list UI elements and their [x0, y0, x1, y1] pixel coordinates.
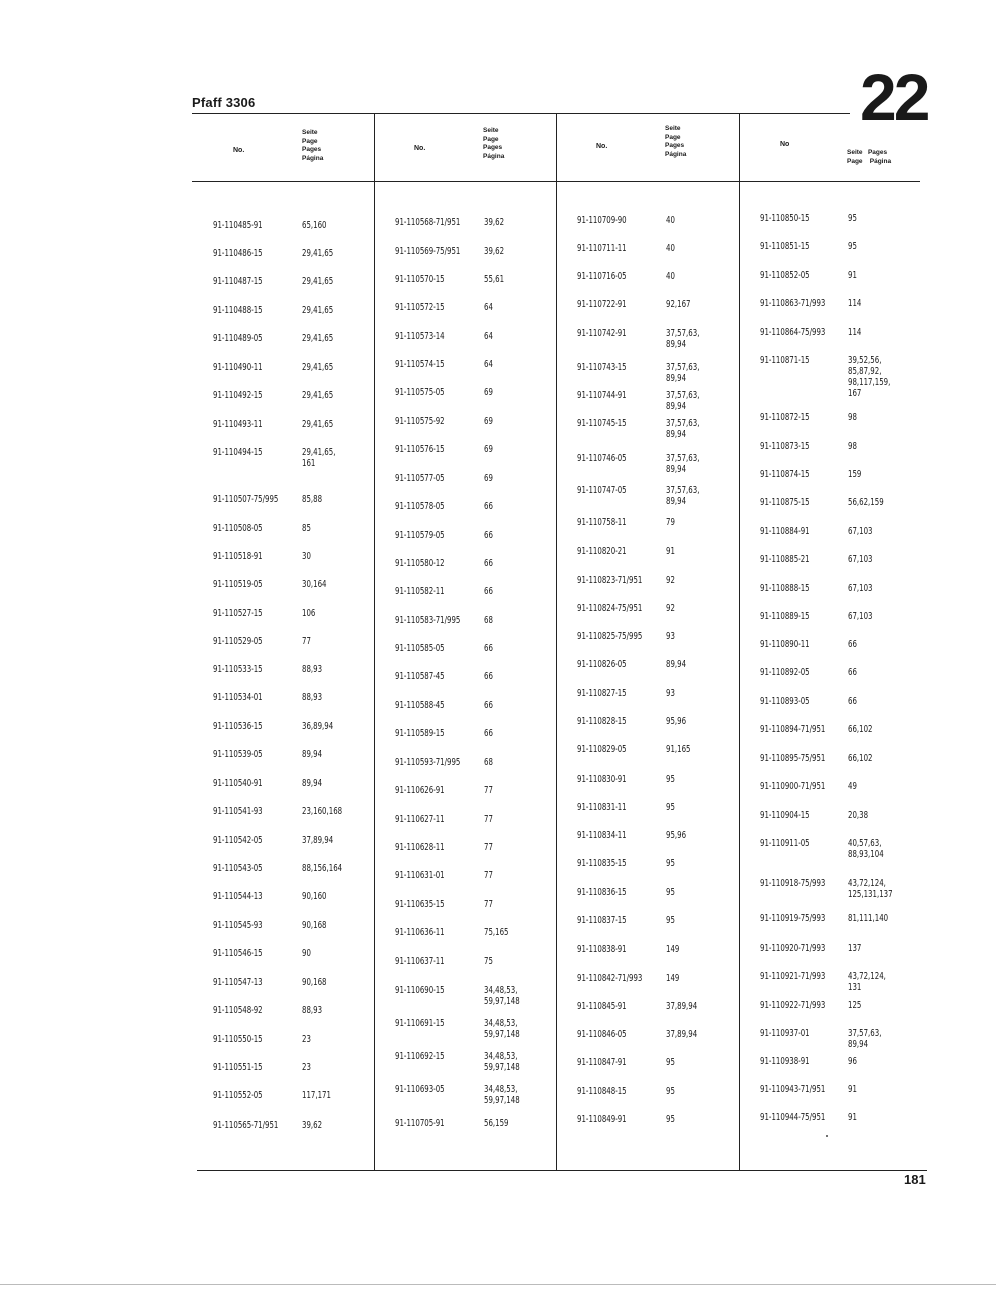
- page-references: 95,96: [666, 716, 687, 727]
- part-number: 91-110573-14: [395, 331, 445, 342]
- part-number: 91-110824-75/951: [577, 603, 643, 614]
- page-references: 85,88: [302, 494, 323, 505]
- page-references: 40: [666, 243, 675, 254]
- part-number: 91-110545-93: [213, 920, 263, 931]
- part-number: 91-110580-12: [395, 558, 445, 569]
- part-number: 91-110836-15: [577, 887, 627, 898]
- part-number: 91-110892-05: [760, 667, 810, 678]
- part-number: 91-110875-15: [760, 497, 810, 508]
- page-references: 66: [848, 667, 857, 678]
- part-number: 91-110823-71/951: [577, 575, 643, 586]
- page-references: 29,41,65: [302, 362, 334, 373]
- column-header-no: No: [780, 141, 790, 148]
- part-number: 91-110626-91: [395, 785, 445, 796]
- part-number: 91-110747-05: [577, 485, 627, 496]
- page-references: 114: [848, 298, 862, 309]
- part-number: 91-110539-05: [213, 749, 263, 760]
- part-number: 91-110587-45: [395, 671, 445, 682]
- page-references: 23: [302, 1062, 311, 1073]
- part-number: 91-110893-05: [760, 696, 810, 707]
- part-number: 91-110565-71/951: [213, 1120, 279, 1131]
- column-header-no: No.: [596, 143, 608, 150]
- part-number: 91-110918-75/993: [760, 878, 826, 889]
- page-references: 66: [484, 728, 493, 739]
- page-references: 75,165: [484, 927, 509, 938]
- page-references: 66,102: [848, 724, 873, 735]
- part-number: 91-110552-05: [213, 1090, 263, 1101]
- part-number: 91-110846-05: [577, 1029, 627, 1040]
- page-references: 66: [484, 586, 493, 597]
- page-references: 95: [666, 1057, 675, 1068]
- part-number: 91-110888-15: [760, 583, 810, 594]
- page-references: 149: [666, 973, 680, 984]
- page-references: 91: [848, 1112, 857, 1123]
- page-references: 67,103: [848, 583, 873, 594]
- page-references: 29,41,65: [302, 419, 334, 430]
- part-number: 91-110489-05: [213, 333, 263, 344]
- page-references: 37,57,63, 89,94: [666, 362, 700, 384]
- page-references: 95: [848, 241, 857, 252]
- part-number: 91-110746-05: [577, 453, 627, 464]
- page-references: 20,38: [848, 810, 869, 821]
- page-references: 64: [484, 359, 493, 370]
- page-references: 68: [484, 757, 493, 768]
- page-references: 66: [848, 639, 857, 650]
- page-references: 37,57,63, 89,94: [666, 418, 700, 440]
- page-references: 55,61: [484, 274, 505, 285]
- part-number: 91-110547-13: [213, 977, 263, 988]
- part-number: 91-110845-91: [577, 1001, 627, 1012]
- page-references: 66: [484, 671, 493, 682]
- part-number: 91-110527-15: [213, 608, 263, 619]
- part-number: 91-110705-91: [395, 1118, 445, 1129]
- page-references: 77: [302, 636, 311, 647]
- page-references: 88,93: [302, 1005, 323, 1016]
- part-number: 91-110827-15: [577, 688, 627, 699]
- part-number: 91-110842-71/993: [577, 973, 643, 984]
- page-references: 106: [302, 608, 316, 619]
- page-references: 30: [302, 551, 311, 562]
- page-references: 95: [666, 915, 675, 926]
- page-references: 40: [666, 215, 675, 226]
- part-number: 91-110849-91: [577, 1114, 627, 1125]
- part-number: 91-110894-71/951: [760, 724, 826, 735]
- page-references: 39,52,56, 85,87,92, 98,117,159, 167: [848, 355, 891, 399]
- part-number: 91-110943-71/951: [760, 1084, 826, 1095]
- scan-edge-line: [0, 1284, 996, 1285]
- part-number: 91-110588-45: [395, 700, 445, 711]
- page-references: 39,62: [302, 1120, 323, 1131]
- page-references: 88,93: [302, 692, 323, 703]
- page-references: 37,57,63, 89,94: [666, 485, 700, 507]
- part-number: 91-110578-05: [395, 501, 445, 512]
- part-number: 91-110921-71/993: [760, 971, 826, 982]
- part-number: 91-110627-11: [395, 814, 445, 825]
- part-number: 91-110864-75/993: [760, 327, 826, 338]
- page-references: 92,167: [666, 299, 691, 310]
- part-number: 91-110837-15: [577, 915, 627, 926]
- part-number: 91-110540-91: [213, 778, 263, 789]
- part-number: 91-110585-05: [395, 643, 445, 654]
- part-number: 91-110745-15: [577, 418, 627, 429]
- part-number: 91-110548-92: [213, 1005, 263, 1016]
- part-number: 91-110574-15: [395, 359, 445, 370]
- page-references: 95: [666, 774, 675, 785]
- part-number: 91-110758-11: [577, 517, 627, 528]
- page-references: 37,57,63, 89,94: [848, 1028, 882, 1050]
- page-references: 79: [666, 517, 675, 528]
- page-references: 56,159: [484, 1118, 509, 1129]
- column-header-pages: Seite Page Pages Página: [665, 125, 687, 158]
- part-number: 91-110628-11: [395, 842, 445, 853]
- column-header-pages: Seite Page Pages Página: [302, 129, 324, 162]
- part-number: 91-110693-05: [395, 1084, 445, 1095]
- page-references: 91: [666, 546, 675, 557]
- part-number: 91-110834-11: [577, 830, 627, 841]
- page-references: 23,160,168: [302, 806, 343, 817]
- page-references: 93: [666, 688, 675, 699]
- page-references: 29,41,65: [302, 333, 334, 344]
- part-number: 91-110570-15: [395, 274, 445, 285]
- part-number: 91-110900-71/951: [760, 781, 826, 792]
- part-number: 91-110575-92: [395, 416, 445, 427]
- page-references: 66,102: [848, 753, 873, 764]
- page-references: 40,57,63, 88,93,104: [848, 838, 884, 860]
- page-references: 23: [302, 1034, 311, 1045]
- part-number: 91-110486-15: [213, 248, 263, 259]
- page-references: 114: [848, 327, 862, 338]
- part-number: 91-110904-15: [760, 810, 810, 821]
- page-references: 29,41,65: [302, 305, 334, 316]
- column-divider-2: [556, 114, 557, 1170]
- column-header-pages: Seite Page Pages Página: [483, 127, 505, 160]
- part-number: 91-110937-01: [760, 1028, 810, 1039]
- page-references: 39,62: [484, 246, 505, 257]
- part-number: 91-110589-15: [395, 728, 445, 739]
- column-header-no: No.: [233, 147, 245, 154]
- part-number: 91-110920-71/993: [760, 943, 826, 954]
- part-number: 91-110518-91: [213, 551, 263, 562]
- part-number: 91-110577-05: [395, 473, 445, 484]
- part-number: 91-110884-91: [760, 526, 810, 537]
- page-references: 77: [484, 814, 493, 825]
- part-number: 91-110690-15: [395, 985, 445, 996]
- part-number: 91-110851-15: [760, 241, 810, 252]
- column-header-no: No.: [414, 145, 426, 152]
- page-references: 90,168: [302, 920, 327, 931]
- part-number: 91-110542-05: [213, 835, 263, 846]
- page-references: 34,48,53, 59,97,148: [484, 1018, 520, 1040]
- page-references: 66: [484, 530, 493, 541]
- page-references: 69: [484, 473, 493, 484]
- part-number: 91-110742-91: [577, 328, 627, 339]
- page-references: 95: [666, 887, 675, 898]
- page-references: 37,89,94: [666, 1001, 698, 1012]
- scan-speck: [826, 1135, 828, 1137]
- page-references: 34,48,53, 59,97,148: [484, 985, 520, 1007]
- part-number: 91-110582-11: [395, 586, 445, 597]
- page-references: 98: [848, 412, 857, 423]
- page-references: 49: [848, 781, 857, 792]
- page-references: 29,41,65, 161: [302, 447, 336, 469]
- part-number: 91-110838-91: [577, 944, 627, 955]
- part-number: 91-110579-05: [395, 530, 445, 541]
- page-references: 95: [666, 858, 675, 869]
- part-number: 91-110637-11: [395, 956, 445, 967]
- page-references: 65,160: [302, 220, 327, 231]
- page-references: 43,72,124, 131: [848, 971, 886, 993]
- page-references: 95: [666, 1114, 675, 1125]
- part-number: 91-110889-15: [760, 611, 810, 622]
- column-divider-3: [739, 114, 740, 1170]
- page-references: 37,89,94: [666, 1029, 698, 1040]
- part-number: 91-110534-01: [213, 692, 263, 703]
- part-number: 91-110938-91: [760, 1056, 810, 1067]
- page-references: 95: [848, 213, 857, 224]
- page-references: 64: [484, 302, 493, 313]
- part-number: 91-110944-75/951: [760, 1112, 826, 1123]
- part-number: 91-110829-05: [577, 744, 627, 755]
- part-number: 91-110911-05: [760, 838, 810, 849]
- page-references: 92: [666, 603, 675, 614]
- page-references: 159: [848, 469, 862, 480]
- part-number: 91-110873-15: [760, 441, 810, 452]
- part-number: 91-110593-71/995: [395, 757, 461, 768]
- page-references: 29,41,65: [302, 390, 334, 401]
- footer-rule: [197, 1170, 927, 1171]
- part-number: 91-110919-75/993: [760, 913, 826, 924]
- part-number: 91-110692-15: [395, 1051, 445, 1062]
- page-references: 29,41,65: [302, 248, 334, 259]
- page-references: 77: [484, 870, 493, 881]
- page-references: 91: [848, 1084, 857, 1095]
- part-number: 91-110493-11: [213, 419, 263, 430]
- page-references: 92: [666, 575, 675, 586]
- part-number: 91-110847-91: [577, 1057, 627, 1068]
- part-number: 91-110711-11: [577, 243, 627, 254]
- page-references: 34,48,53, 59,97,148: [484, 1051, 520, 1073]
- part-number: 91-110820-21: [577, 546, 627, 557]
- page-references: 66: [484, 558, 493, 569]
- page-references: 125: [848, 1000, 862, 1011]
- part-number: 91-110519-05: [213, 579, 263, 590]
- page-references: 149: [666, 944, 680, 955]
- part-number: 91-110890-11: [760, 639, 810, 650]
- page-references: 34,48,53, 59,97,148: [484, 1084, 520, 1106]
- part-number: 91-110536-15: [213, 721, 263, 732]
- part-number: 91-110830-91: [577, 774, 627, 785]
- part-number: 91-110874-15: [760, 469, 810, 480]
- page-references: 37,89,94: [302, 835, 334, 846]
- part-number: 91-110488-15: [213, 305, 263, 316]
- page-references: 88,156,164: [302, 863, 343, 874]
- part-number: 91-110848-15: [577, 1086, 627, 1097]
- page-references: 77: [484, 842, 493, 853]
- part-number: 91-110568-71/951: [395, 217, 461, 228]
- part-number: 91-110863-71/993: [760, 298, 826, 309]
- page-references: 98: [848, 441, 857, 452]
- part-number: 91-110744-91: [577, 390, 627, 401]
- page-references: 89,94: [302, 778, 323, 789]
- page-references: 66: [484, 501, 493, 512]
- document-title: Pfaff 3306: [192, 95, 256, 110]
- page-references: 40: [666, 271, 675, 282]
- part-number: 91-110835-15: [577, 858, 627, 869]
- part-number: 91-110575-05: [395, 387, 445, 398]
- page-references: 69: [484, 416, 493, 427]
- part-number: 91-110583-71/995: [395, 615, 461, 626]
- page-references: 77: [484, 785, 493, 796]
- part-number: 91-110490-11: [213, 362, 263, 373]
- page-references: 67,103: [848, 611, 873, 622]
- part-number: 91-110872-15: [760, 412, 810, 423]
- part-number: 91-110492-15: [213, 390, 263, 401]
- page-references: 75: [484, 956, 493, 967]
- page-references: 90,160: [302, 891, 327, 902]
- page-references: 81,111,140: [848, 913, 889, 924]
- page-references: 68: [484, 615, 493, 626]
- page-references: 67,103: [848, 526, 873, 537]
- part-number: 91-110831-11: [577, 802, 627, 813]
- part-number: 91-110544-13: [213, 891, 263, 902]
- part-number: 91-110828-15: [577, 716, 627, 727]
- page-number: 181: [904, 1172, 926, 1187]
- page-references: 95: [666, 802, 675, 813]
- page-references: 67,103: [848, 554, 873, 565]
- page-references: 90: [302, 948, 311, 959]
- page-references: 37,57,63, 89,94: [666, 453, 700, 475]
- part-number: 91-110826-05: [577, 659, 627, 670]
- part-number: 91-110871-15: [760, 355, 810, 366]
- part-number: 91-110722-91: [577, 299, 627, 310]
- page-references: 95: [666, 1086, 675, 1097]
- page-references: 66: [484, 700, 493, 711]
- part-number: 91-110569-75/951: [395, 246, 461, 257]
- page-references: 29,41,65: [302, 276, 334, 287]
- part-number: 91-110850-15: [760, 213, 810, 224]
- page-references: 66: [484, 643, 493, 654]
- part-number: 91-110550-15: [213, 1034, 263, 1045]
- part-number: 91-110487-15: [213, 276, 263, 287]
- page-references: 95,96: [666, 830, 687, 841]
- part-number: 91-110494-15: [213, 447, 263, 458]
- page-references: 117,171: [302, 1090, 331, 1101]
- part-number: 91-110635-15: [395, 899, 445, 910]
- page-references: 37,57,63, 89,94: [666, 328, 700, 350]
- page-references: 137: [848, 943, 862, 954]
- page-references: 39,62: [484, 217, 505, 228]
- header-top-rule: [192, 113, 850, 114]
- part-number: 91-110546-15: [213, 948, 263, 959]
- page-references: 77: [484, 899, 493, 910]
- part-number: 91-110551-15: [213, 1062, 263, 1073]
- column-divider-1: [374, 114, 375, 1170]
- column-header-pages: Seite Pages Page Página: [847, 149, 892, 165]
- page-references: 30,164: [302, 579, 327, 590]
- part-number: 91-110529-05: [213, 636, 263, 647]
- page-references: 89,94: [302, 749, 323, 760]
- part-number: 91-110572-15: [395, 302, 445, 313]
- part-number: 91-110691-15: [395, 1018, 445, 1029]
- part-number: 91-110895-75/951: [760, 753, 826, 764]
- part-number: 91-110541-93: [213, 806, 263, 817]
- page-references: 91: [848, 270, 857, 281]
- page-references: 64: [484, 331, 493, 342]
- page-references: 88,93: [302, 664, 323, 675]
- page-references: 37,57,63, 89,94: [666, 390, 700, 412]
- part-number: 91-110631-01: [395, 870, 445, 881]
- part-number: 91-110508-05: [213, 523, 263, 534]
- part-number: 91-110825-75/995: [577, 631, 643, 642]
- page-references: 69: [484, 387, 493, 398]
- page-references: 89,94: [666, 659, 687, 670]
- part-number: 91-110709-90: [577, 215, 627, 226]
- page-references: 93: [666, 631, 675, 642]
- page-references: 66: [848, 696, 857, 707]
- page-references: 36,89,94: [302, 721, 334, 732]
- page-references: 85: [302, 523, 311, 534]
- section-number: 22: [860, 60, 928, 134]
- part-number: 91-110576-15: [395, 444, 445, 455]
- part-number: 91-110636-11: [395, 927, 445, 938]
- part-number: 91-110852-05: [760, 270, 810, 281]
- part-number: 91-110885-21: [760, 554, 810, 565]
- part-number: 91-110533-15: [213, 664, 263, 675]
- page-references: 90,168: [302, 977, 327, 988]
- part-number: 91-110922-71/993: [760, 1000, 826, 1011]
- part-number: 91-110543-05: [213, 863, 263, 874]
- page-references: 96: [848, 1056, 857, 1067]
- page-references: 56,62,159: [848, 497, 884, 508]
- part-number: 91-110507-75/995: [213, 494, 279, 505]
- part-number: 91-110716-05: [577, 271, 627, 282]
- part-number: 91-110485-91: [213, 220, 263, 231]
- page-references: 43,72,124, 125,131,137: [848, 878, 893, 900]
- part-number: 91-110743-15: [577, 362, 627, 373]
- page-references: 69: [484, 444, 493, 455]
- page-references: 91,165: [666, 744, 691, 755]
